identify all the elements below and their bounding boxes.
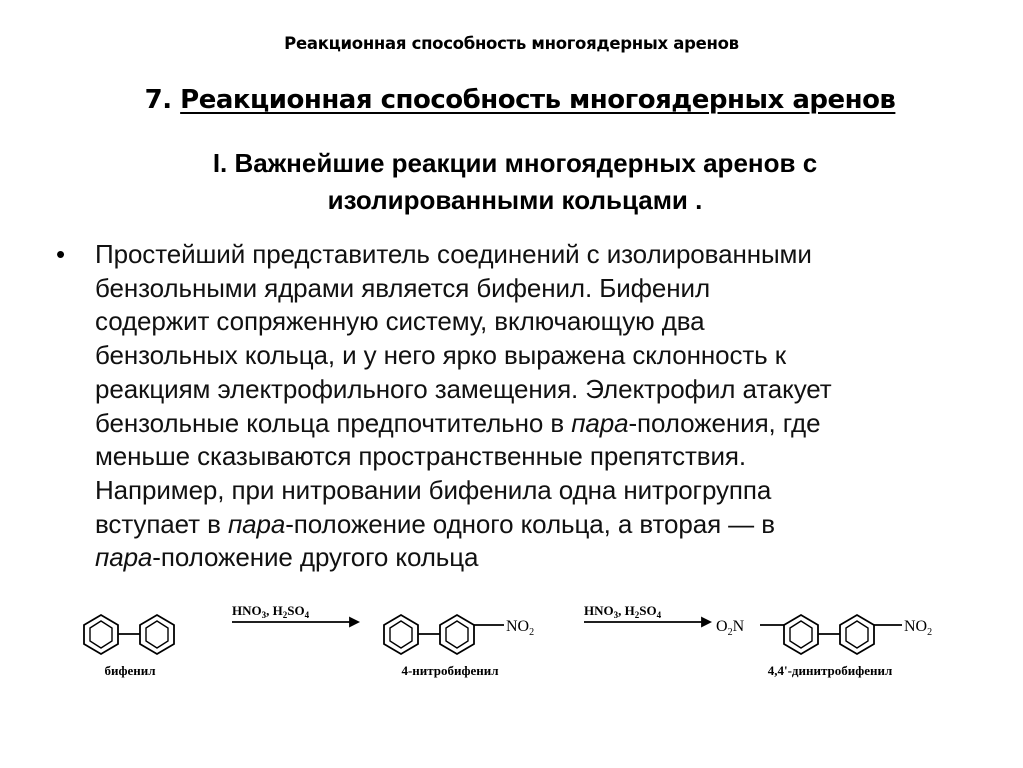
subtitle-line-2: изолированными кольцами . bbox=[327, 185, 703, 215]
reagents-label-2: $HNO_3$, $H_2SO_4$ bbox=[584, 603, 662, 620]
reaction-arrow-1 bbox=[232, 618, 358, 626]
no2-group: $NO_2$ bbox=[904, 618, 933, 638]
reagents-label-1: $HNO_3$, $H_2SO_4$ bbox=[232, 603, 310, 620]
body-text: вступает в bbox=[95, 508, 228, 539]
nitrobiphenyl-structure bbox=[384, 615, 504, 654]
dinitrobiphenyl-structure bbox=[760, 615, 902, 654]
o2n-group: $O_2N$ bbox=[716, 618, 745, 638]
body-text: -положение другого кольца bbox=[152, 542, 479, 573]
section-subtitle bbox=[90, 145, 940, 219]
body-line bbox=[95, 508, 995, 542]
body-line: содержит сопряженную систему, включающую два bbox=[95, 306, 705, 337]
body-line bbox=[95, 407, 995, 441]
body-text: -положение одного кольца, а вторая — в bbox=[285, 508, 775, 539]
body-line: бензольными ядрами является бифенил. Бифенил bbox=[95, 272, 711, 303]
body-line: меньше сказываются пространственные препятствия. bbox=[95, 441, 747, 472]
title-text: Реакционная способность многоядерных аренов bbox=[180, 85, 896, 115]
slide-header: Реакционная способность многоядерных аренов bbox=[284, 34, 739, 53]
italic-para: пара bbox=[571, 407, 629, 438]
body-line: бензольных кольца, и у него ярко выражена склонность к bbox=[95, 340, 787, 371]
body-line: Простейший представитель соединений с изолированными bbox=[95, 239, 812, 269]
title-number: 7. bbox=[144, 85, 172, 115]
compound-label-biphenyl: бифенил bbox=[104, 663, 156, 678]
compound-label-nitrobiphenyl: 4-нитробифенил bbox=[401, 663, 499, 678]
body-paragraph bbox=[95, 238, 995, 575]
body-line bbox=[95, 541, 995, 575]
no2-group: $NO_2$ bbox=[506, 618, 535, 638]
body-text: бензольные кольца предпочтительно в bbox=[95, 407, 572, 438]
subtitle-line-1: I. Важнейшие реакции многоядерных аренов с bbox=[212, 148, 818, 178]
italic-para: пара bbox=[95, 542, 153, 573]
biphenyl-structure bbox=[84, 615, 174, 654]
body-text: -положения, где bbox=[628, 407, 821, 438]
body-line: реакциям электрофильного замещения. Электрофил атакует bbox=[95, 373, 832, 404]
bullet-icon: • bbox=[56, 239, 66, 269]
compound-label-dinitrobiphenyl: 4,4'-динитробифенил bbox=[767, 663, 893, 678]
italic-para: пара bbox=[227, 508, 286, 539]
reaction-arrow-2 bbox=[584, 618, 710, 626]
slide-title bbox=[0, 85, 1023, 115]
reaction-scheme bbox=[60, 585, 960, 695]
body-line: Например, при нитровании бифенила одна нитрогруппа bbox=[95, 474, 772, 505]
